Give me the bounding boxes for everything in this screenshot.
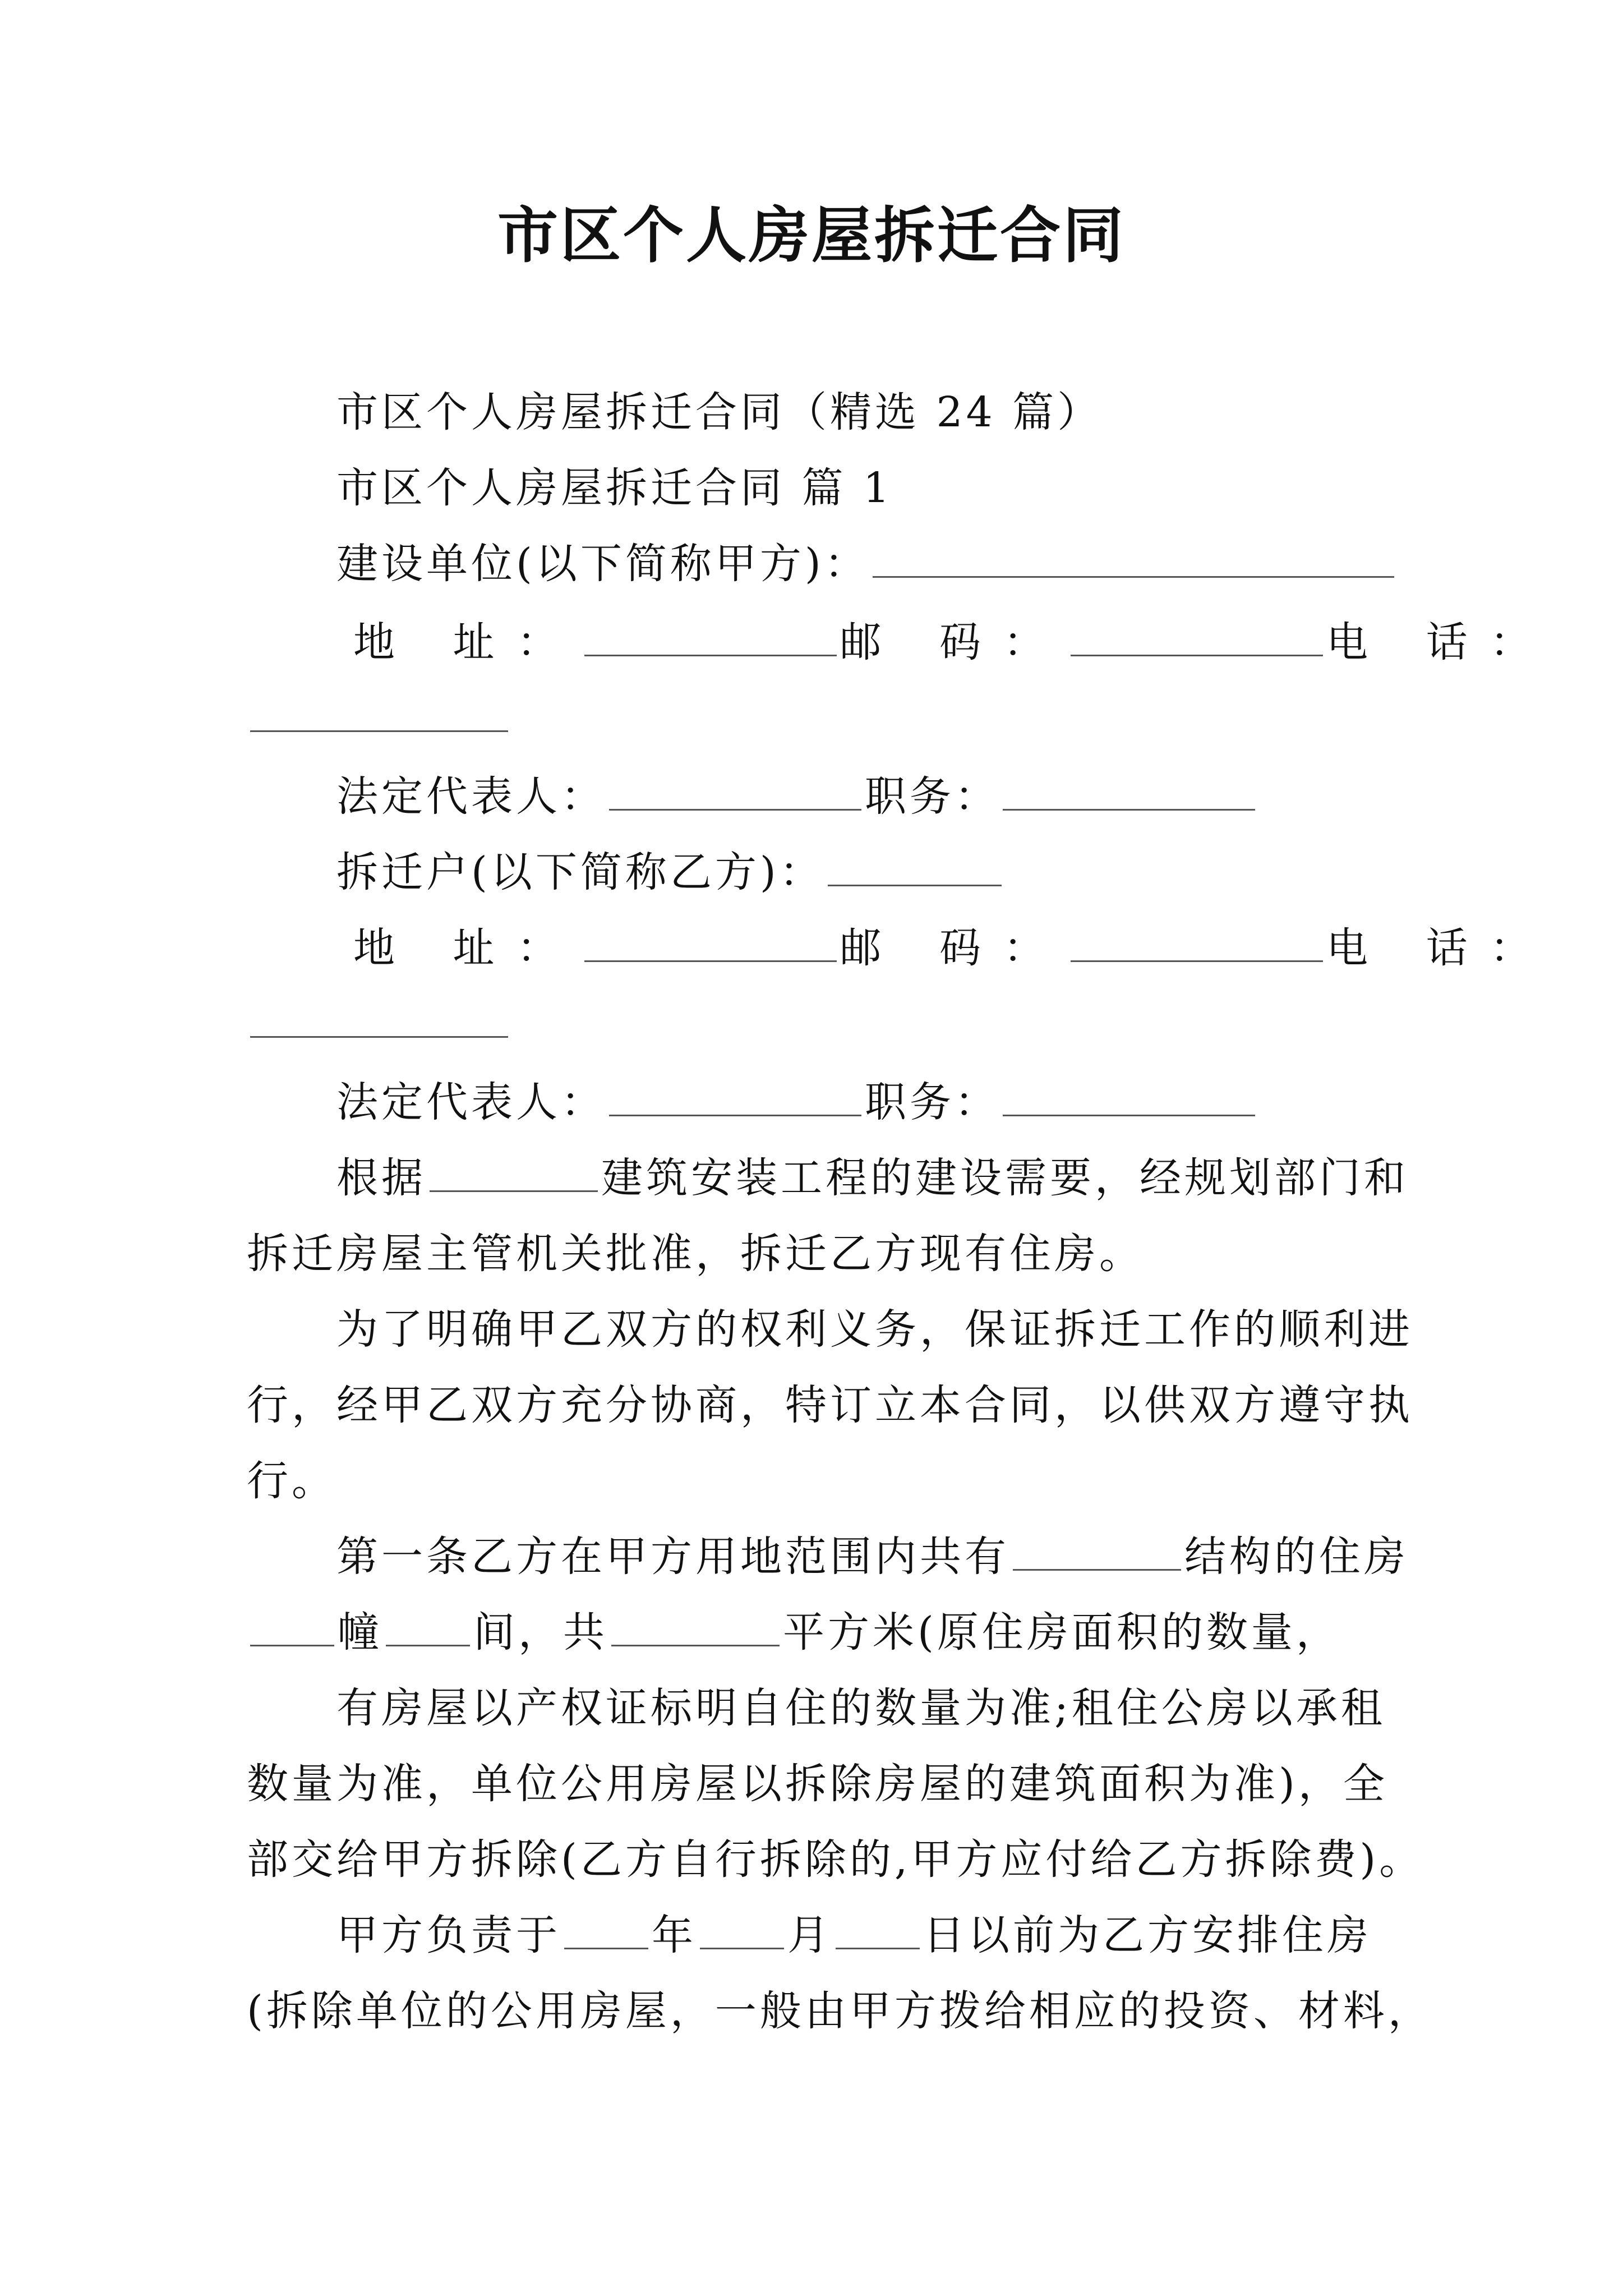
- area-blank: [611, 1602, 780, 1646]
- p5-text-a: 甲方负责于: [336, 1911, 561, 1959]
- project-name-blank: [430, 1148, 598, 1192]
- p5-year-label: 年: [652, 1911, 697, 1959]
- paragraph-4-line-1: 有房屋以产权证标明自住的数量为准;租住公房以承租: [336, 1684, 1386, 1732]
- paragraph-5-line-1: [336, 1904, 1623, 1966]
- room-count-blank: [386, 1602, 470, 1646]
- party-a-address-label: 地 址：: [353, 618, 581, 666]
- party-b-blank: [828, 842, 1002, 886]
- party-b-contact-line: [353, 917, 1623, 979]
- party-b-phone-continue: [247, 993, 1623, 1055]
- party-a-postcode-blank: [1071, 612, 1323, 656]
- party-a-rep-label: 法定代表人：: [336, 772, 606, 821]
- p3-text-b: 结构的住房: [1184, 1533, 1409, 1581]
- party-a-position-label: 职务：: [865, 772, 999, 821]
- paragraph-5-line-2: (拆除单位的公用房屋，一般由甲方拨给相应的投资、材料，: [247, 1987, 1433, 2035]
- day-blank: [836, 1905, 920, 1949]
- party-a-phone-continue: [247, 687, 1623, 749]
- party-b-postcode-label: 邮 码：: [840, 924, 1068, 972]
- paragraph-2-line-1: 为了明确甲乙双方的权利义务，保证拆迁工作的顺利进: [336, 1305, 1413, 1354]
- p3-text-c2: 间，共: [473, 1608, 608, 1657]
- party-b-phone-label: 电 话：: [1326, 924, 1554, 972]
- p3-text-a: 第一条乙方在甲方用地范围内共有: [336, 1533, 1009, 1581]
- party-b-address-label: 地 址：: [353, 924, 581, 972]
- party-b-rep-blank: [609, 1072, 861, 1116]
- party-b-position-blank: [1003, 1072, 1255, 1116]
- paragraph-1-line-1: [336, 1147, 1623, 1209]
- party-a-phone-label: 电 话：: [1326, 618, 1554, 666]
- party-a-position-blank: [1003, 766, 1255, 811]
- paragraph-4-line-3: 部交给甲方拆除(乙方自行拆除的,甲方应付给乙方拆除费)。: [247, 1835, 1424, 1884]
- party-b-line: [336, 841, 1623, 903]
- party-a-contact-line: [353, 611, 1623, 673]
- party-a-rep-line: [336, 766, 1623, 827]
- paragraph-2-line-3: 行。: [247, 1457, 336, 1505]
- building-count-blank: [250, 1602, 334, 1646]
- paragraph-3-line-2: [247, 1602, 1623, 1663]
- party-a-address-blank: [584, 612, 837, 656]
- p3-text-c1: 幢: [338, 1608, 382, 1657]
- year-blank: [564, 1905, 648, 1949]
- part-heading: 市区个人房屋拆迁合同 篇 1: [336, 464, 893, 512]
- party-a-line: [336, 533, 1623, 595]
- paragraph-4-line-2: 数量为准，单位公用房屋以拆除房屋的建筑面积为准)，全: [247, 1760, 1388, 1808]
- structure-blank: [1013, 1526, 1181, 1571]
- party-b-address-blank: [584, 918, 837, 962]
- document-title: 市区个人房屋拆迁合同: [497, 200, 1126, 271]
- p5-text-d: 日以前为乙方安排住房: [923, 1911, 1372, 1959]
- paragraph-3-line-1: [336, 1526, 1623, 1588]
- party-b-postcode-blank: [1071, 918, 1323, 962]
- party-a-blank: [873, 533, 1394, 578]
- party-b-label: 拆迁户(以下简称乙方)：: [336, 848, 824, 896]
- party-b-phone-blank: [250, 993, 508, 1038]
- p1-text-a: 根据: [336, 1154, 426, 1202]
- paragraph-2-line-2: 行，经甲乙双方充分协商，特订立本合同，以供双方遵守执: [247, 1381, 1413, 1429]
- p1-text-b: 建筑安装工程的建设需要，经规划部门和: [601, 1154, 1409, 1202]
- party-a-label: 建设单位(以下简称甲方)：: [336, 540, 869, 588]
- party-b-rep-line: [336, 1071, 1623, 1133]
- month-blank: [700, 1905, 784, 1949]
- p5-month-label: 月: [787, 1911, 832, 1959]
- paragraph-1-line-2: 拆迁房屋主管机关批准，拆迁乙方现有住房。: [247, 1230, 1144, 1278]
- party-b-position-label: 职务：: [865, 1078, 999, 1126]
- party-b-rep-label: 法定代表人：: [336, 1078, 606, 1126]
- p3-text-c3: 平方米(原住房面积的数量，: [783, 1608, 1341, 1657]
- collection-heading: 市区个人房屋拆迁合同（精选 24 篇）: [336, 388, 1103, 436]
- party-a-postcode-label: 邮 码：: [840, 618, 1068, 666]
- party-a-rep-blank: [609, 766, 861, 811]
- party-a-phone-blank: [250, 688, 508, 732]
